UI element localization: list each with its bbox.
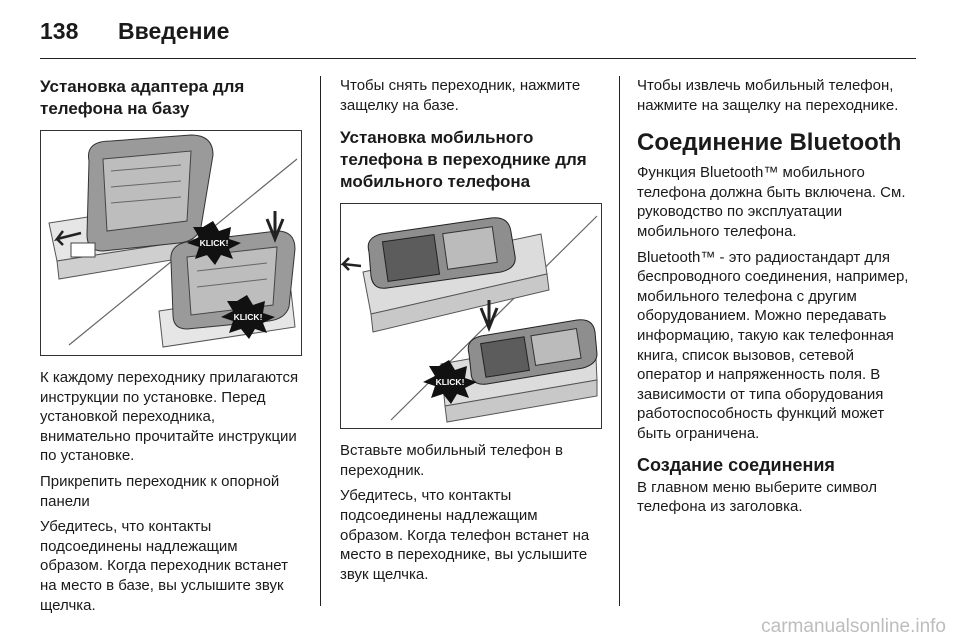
paragraph-main-menu: В главном меню выберите символ телефона из заголовка. xyxy=(637,478,878,516)
paragraph-bluetooth-standard: Bluetooth™ - это радиостандарт для беспроводного соединения, например, мобильного телефона с другим оборудованием. Можно передавать информацию, такую как телефонная книга, список вызовов, сетевой оператор и напряженность поля. В зависимости от типа оборудования работоспособность функций может быть ограничена. xyxy=(637,248,909,442)
klick-label-2: KLICK! xyxy=(233,312,263,322)
column-2 xyxy=(340,76,602,590)
section-heading-adapter: Установка адаптера для телефона на базу xyxy=(40,77,245,118)
column-1 xyxy=(40,76,302,621)
paragraph-contacts: Убедитесь, что контакты подсоединены надлежащим образом. Когда переходник встанет на место в базе, вы услышите звук щелчка. xyxy=(40,518,288,614)
page-header xyxy=(40,14,229,48)
paragraph-remove-adapter: Чтобы снять переходник, нажмите защелку на базе. xyxy=(340,77,581,114)
paragraph-remove-phone: Чтобы извлечь мобильный телефон, нажмите на защелку на переходнике. xyxy=(637,77,899,114)
figure-adapter-install xyxy=(40,130,302,356)
paragraph-contacts-phone: Убедитесь, что контакты подсоединены надлежащим образом. Когда телефон встанет на место в переходнике, вы услышите звук щелчка. xyxy=(340,487,590,583)
arrow-left-icon xyxy=(343,258,361,270)
section-heading-phone-install: Установка мобильного телефона в переходнике для мобильного телефона xyxy=(340,128,587,192)
column-divider-1 xyxy=(320,76,321,606)
page-number: 138 xyxy=(40,17,79,44)
header-rule xyxy=(40,58,916,59)
klick-label: KLICK! xyxy=(435,377,465,388)
paragraph-bluetooth-enable: Функция Bluetooth™ мобильного телефона должна быть включена. См. руководство по эксплуатации мобильного телефона. xyxy=(637,164,906,240)
figure-phone-install xyxy=(340,203,602,429)
column-divider-2 xyxy=(619,76,620,606)
watermark: carmanualsonline.info xyxy=(761,616,946,637)
paragraph-insert-phone: Вставьте мобильный телефон в переходник. xyxy=(340,442,563,479)
paragraph-instructions: К каждому переходнику прилагаются инструкции по установке. Перед установкой переходника, внимательно прочитайте инструкции по установке. xyxy=(40,369,299,465)
chapter-title: Введение xyxy=(118,17,230,44)
section-heading-create-connection: Создание соединения xyxy=(637,454,835,475)
column-3 xyxy=(637,76,909,523)
klick-label-1: KLICK! xyxy=(199,238,229,248)
paragraph-attach: Прикрепить переходник к опорной панели xyxy=(40,472,280,510)
section-heading-bluetooth: Соединение Bluetooth xyxy=(637,129,902,157)
